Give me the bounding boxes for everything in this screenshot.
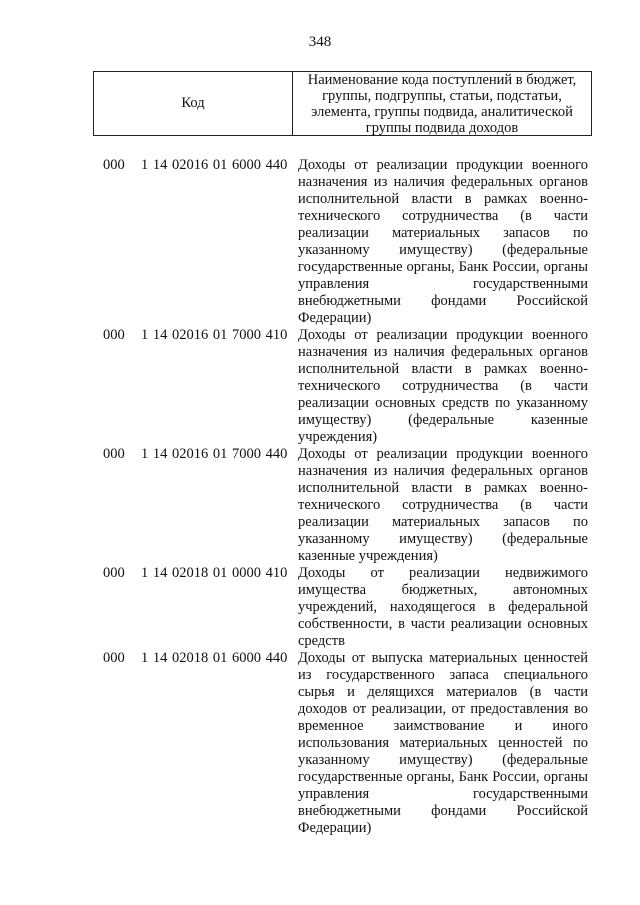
income-name: Доходы от реализации продукции военного назначения из наличия федеральных органов исполнительной власти в рамках военно-технического сотрудничества (в части реализации материальных запасов по указанному имуществу) (федеральные государственные органы, Банк России, органы управления государственными внебюджетными фондами Российской Федерации) — [298, 157, 588, 326]
header-code-label: Код — [94, 72, 293, 135]
admin-code: 000 — [103, 650, 125, 666]
income-name: Доходы от реализации недвижимого имущества бюджетных, автономных учреждений, находящегося в федеральной собственности, в части реализации основных средств — [298, 565, 588, 649]
admin-code: 000 — [103, 327, 125, 343]
admin-code: 000 — [103, 565, 125, 581]
income-code: 1 14 02018 01 0000 410 — [141, 565, 288, 581]
income-code: 1 14 02016 01 7000 410 — [141, 327, 288, 343]
header-name-label: Наименование кода поступлений в бюджет, группы, подгруппы, статьи, подстатьи, элемента, группы подвида, аналитической группы подвида доходов — [307, 71, 577, 136]
table-row — [0, 327, 640, 446]
table-row — [0, 157, 640, 327]
table-row — [0, 446, 640, 565]
income-code: 1 14 02016 01 6000 440 — [141, 157, 288, 173]
income-code: 1 14 02016 01 7000 440 — [141, 446, 288, 462]
income-name: Доходы от выпуска материальных ценностей из государственного запаса специального сырья и делящихся материалов (в части доходов от реализации, от предоставления во временное заимствование и иного использования материальных ценностей по указанному имуществу) (федеральные государственные органы, Банк России, органы управления государственными внебюджетными фондами Российской Федерации) — [298, 650, 588, 836]
table-header — [93, 71, 592, 136]
table-row — [0, 565, 640, 650]
income-name: Доходы от реализации продукции военного назначения из наличия федеральных органов исполнительной власти в рамках военно-технического сотрудничества (в части реализации основных средств по указанному имуществу) (федеральные казенные учреждения) — [298, 327, 588, 445]
table-row — [0, 650, 640, 837]
admin-code: 000 — [103, 446, 125, 462]
admin-code: 000 — [103, 157, 125, 173]
table-body — [0, 157, 640, 837]
income-code: 1 14 02018 01 6000 440 — [141, 650, 288, 666]
income-name: Доходы от реализации продукции военного назначения из наличия федеральных органов исполнительной власти в рамках военно-технического сотрудничества (в части реализации материальных запасов по указанному имуществу) (федеральные казенные учреждения) — [298, 446, 588, 564]
page-number: 348 — [308, 34, 332, 50]
